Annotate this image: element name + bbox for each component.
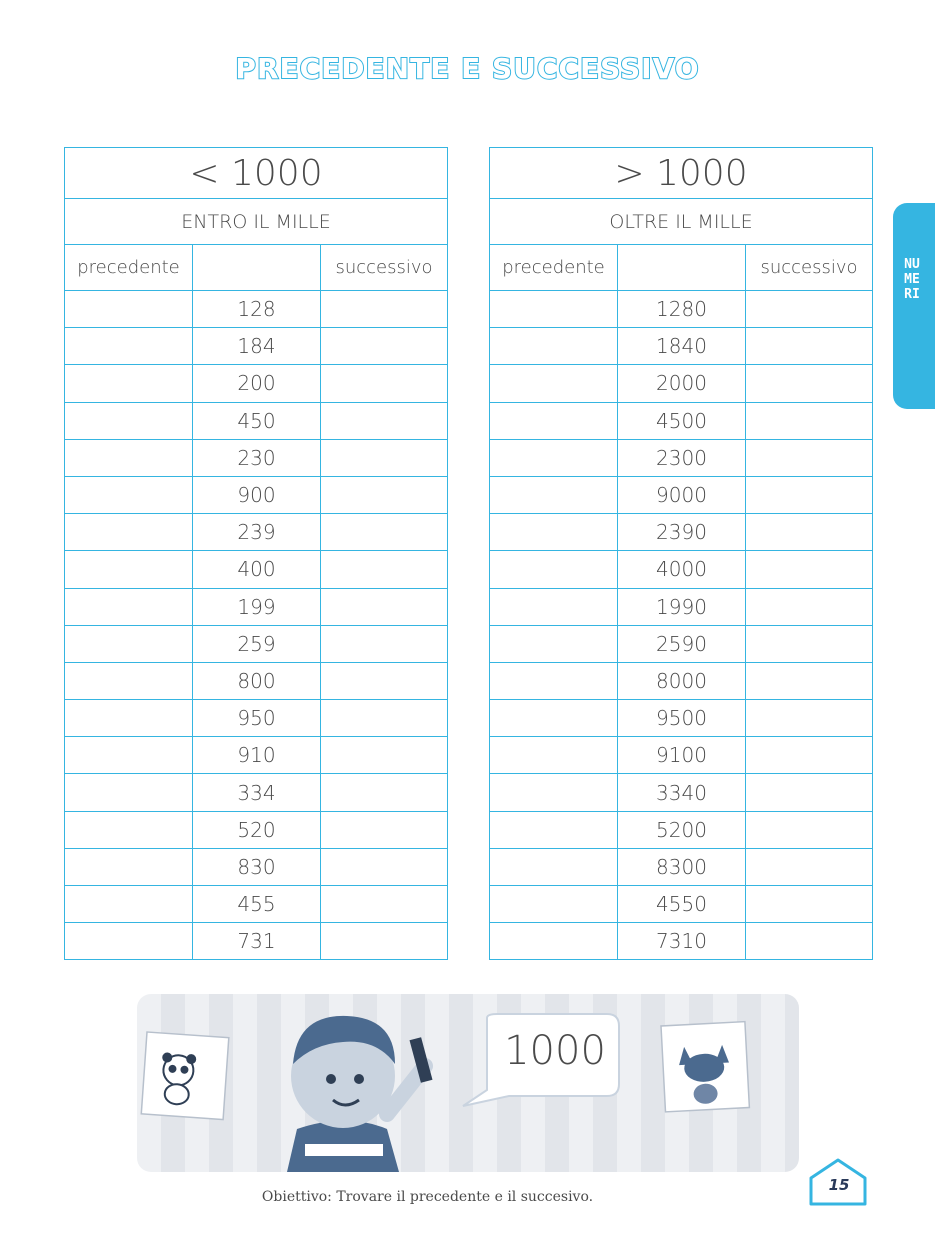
number-cell: 8300 bbox=[618, 848, 746, 885]
number-cell: 455 bbox=[193, 886, 321, 923]
number-cell: 259 bbox=[193, 625, 321, 662]
number-cell: 4500 bbox=[618, 402, 746, 439]
column-header-number bbox=[618, 245, 746, 291]
number-cell: 200 bbox=[193, 365, 321, 402]
successivo-cell[interactable] bbox=[321, 588, 448, 625]
successivo-cell[interactable] bbox=[746, 291, 873, 328]
page-number: 15 bbox=[828, 1176, 850, 1194]
column-header-successivo: successivo bbox=[321, 245, 448, 291]
successivo-cell[interactable] bbox=[321, 811, 448, 848]
precedente-cell[interactable] bbox=[65, 625, 193, 662]
successivo-cell[interactable] bbox=[746, 551, 873, 588]
successivo-cell[interactable] bbox=[746, 365, 873, 402]
precedente-cell[interactable] bbox=[65, 476, 193, 513]
precedente-cell[interactable] bbox=[490, 625, 618, 662]
successivo-cell[interactable] bbox=[746, 514, 873, 551]
successivo-cell[interactable] bbox=[746, 439, 873, 476]
number-cell: 9100 bbox=[618, 737, 746, 774]
precedente-cell[interactable] bbox=[490, 439, 618, 476]
precedente-cell[interactable] bbox=[65, 439, 193, 476]
number-cell: 830 bbox=[193, 848, 321, 885]
successivo-cell[interactable] bbox=[746, 886, 873, 923]
table-row bbox=[490, 700, 873, 737]
number-cell: 520 bbox=[193, 811, 321, 848]
table-row bbox=[65, 291, 448, 328]
precedente-cell[interactable] bbox=[65, 588, 193, 625]
precedente-cell[interactable] bbox=[490, 551, 618, 588]
table-row bbox=[490, 328, 873, 365]
precedente-cell[interactable] bbox=[490, 588, 618, 625]
column-header-successivo: successivo bbox=[746, 245, 873, 291]
table-row bbox=[65, 886, 448, 923]
table-row bbox=[65, 588, 448, 625]
precedente-cell[interactable] bbox=[490, 328, 618, 365]
objective-text: Obiettivo: Trovare il precedente e il succesivo. bbox=[261, 1189, 594, 1205]
successivo-cell[interactable] bbox=[746, 328, 873, 365]
precedente-cell[interactable] bbox=[490, 402, 618, 439]
number-cell: 800 bbox=[193, 662, 321, 699]
page-title: PRECEDENTE E SUCCESSIVO bbox=[235, 52, 700, 85]
successivo-cell[interactable] bbox=[746, 923, 873, 960]
table-row bbox=[490, 811, 873, 848]
precedente-cell[interactable] bbox=[490, 365, 618, 402]
table-row bbox=[65, 737, 448, 774]
column-header-number bbox=[193, 245, 321, 291]
precedente-cell[interactable] bbox=[65, 291, 193, 328]
table-row bbox=[490, 774, 873, 811]
number-cell: 731 bbox=[193, 923, 321, 960]
number-cell: 3340 bbox=[618, 774, 746, 811]
table-row bbox=[490, 291, 873, 328]
column-header-precedente: precedente bbox=[490, 245, 618, 291]
table-row bbox=[65, 662, 448, 699]
precedente-cell[interactable] bbox=[65, 551, 193, 588]
precedente-cell[interactable] bbox=[65, 662, 193, 699]
number-cell: 2300 bbox=[618, 439, 746, 476]
table-above-thousand bbox=[489, 147, 873, 960]
successivo-cell[interactable] bbox=[746, 700, 873, 737]
precedente-cell[interactable] bbox=[65, 700, 193, 737]
precedente-cell[interactable] bbox=[65, 811, 193, 848]
successivo-cell[interactable] bbox=[321, 402, 448, 439]
number-cell: 2590 bbox=[618, 625, 746, 662]
table-subheader: OLTRE IL MILLE bbox=[490, 199, 873, 245]
number-cell: 239 bbox=[193, 514, 321, 551]
table-row bbox=[490, 662, 873, 699]
number-cell: 1280 bbox=[618, 291, 746, 328]
precedente-cell[interactable] bbox=[490, 662, 618, 699]
table-row bbox=[490, 625, 873, 662]
successivo-cell[interactable] bbox=[746, 625, 873, 662]
successivo-cell[interactable] bbox=[321, 476, 448, 513]
number-cell: 199 bbox=[193, 588, 321, 625]
fox-card-illustration bbox=[661, 1022, 749, 1112]
table-row bbox=[490, 514, 873, 551]
precedente-cell[interactable] bbox=[490, 848, 618, 885]
successivo-cell[interactable] bbox=[321, 365, 448, 402]
table-row bbox=[65, 625, 448, 662]
successivo-cell[interactable] bbox=[321, 737, 448, 774]
successivo-cell[interactable] bbox=[321, 514, 448, 551]
precedente-cell[interactable] bbox=[65, 774, 193, 811]
bubble-number: 1000 bbox=[504, 1028, 606, 1074]
successivo-cell[interactable] bbox=[746, 402, 873, 439]
number-cell: 9500 bbox=[618, 700, 746, 737]
number-cell: 2000 bbox=[618, 365, 746, 402]
table-below-thousand bbox=[64, 147, 448, 960]
table-row bbox=[65, 774, 448, 811]
number-cell: 230 bbox=[193, 439, 321, 476]
table-row bbox=[490, 588, 873, 625]
successivo-cell[interactable] bbox=[321, 625, 448, 662]
table-row bbox=[65, 923, 448, 960]
precedente-cell[interactable] bbox=[65, 328, 193, 365]
table-row bbox=[490, 551, 873, 588]
precedente-cell[interactable] bbox=[490, 291, 618, 328]
number-cell: 128 bbox=[193, 291, 321, 328]
successivo-cell[interactable] bbox=[321, 439, 448, 476]
table-row bbox=[65, 476, 448, 513]
precedente-cell[interactable] bbox=[490, 514, 618, 551]
number-cell: 1840 bbox=[618, 328, 746, 365]
precedente-cell[interactable] bbox=[490, 476, 618, 513]
number-cell: 7310 bbox=[618, 923, 746, 960]
number-cell: 450 bbox=[193, 402, 321, 439]
successivo-cell[interactable] bbox=[746, 737, 873, 774]
successivo-cell[interactable] bbox=[321, 774, 448, 811]
successivo-cell[interactable] bbox=[746, 848, 873, 885]
successivo-cell[interactable] bbox=[321, 923, 448, 960]
precedente-cell[interactable] bbox=[65, 737, 193, 774]
table-header: > 1000 bbox=[490, 148, 873, 199]
number-cell: 8000 bbox=[618, 662, 746, 699]
successivo-cell[interactable] bbox=[746, 662, 873, 699]
precedente-cell[interactable] bbox=[65, 365, 193, 402]
precedente-cell[interactable] bbox=[490, 886, 618, 923]
successivo-cell[interactable] bbox=[746, 774, 873, 811]
table-row bbox=[490, 439, 873, 476]
precedente-cell[interactable] bbox=[65, 848, 193, 885]
boy-illustration bbox=[287, 1016, 432, 1172]
precedente-cell[interactable] bbox=[490, 700, 618, 737]
number-cell: 184 bbox=[193, 328, 321, 365]
illustration bbox=[137, 994, 799, 1172]
precedente-cell[interactable] bbox=[65, 514, 193, 551]
table-row bbox=[65, 328, 448, 365]
panda-card-illustration bbox=[141, 1032, 229, 1120]
number-cell: 4550 bbox=[618, 886, 746, 923]
table-subheader: ENTRO IL MILLE bbox=[65, 199, 448, 245]
number-cell: 2390 bbox=[618, 514, 746, 551]
table-row bbox=[490, 365, 873, 402]
precedente-cell[interactable] bbox=[65, 923, 193, 960]
successivo-cell[interactable] bbox=[746, 476, 873, 513]
successivo-cell[interactable] bbox=[746, 811, 873, 848]
successivo-cell[interactable] bbox=[321, 886, 448, 923]
precedente-cell[interactable] bbox=[65, 402, 193, 439]
number-cell: 334 bbox=[193, 774, 321, 811]
successivo-cell[interactable] bbox=[321, 328, 448, 365]
number-cell: 900 bbox=[193, 476, 321, 513]
precedente-cell[interactable] bbox=[490, 737, 618, 774]
successivo-cell[interactable] bbox=[321, 848, 448, 885]
number-cell: 1990 bbox=[618, 588, 746, 625]
table-row bbox=[490, 848, 873, 885]
table-header: < 1000 bbox=[65, 148, 448, 199]
column-header-precedente: precedente bbox=[65, 245, 193, 291]
table-row bbox=[65, 402, 448, 439]
table-row bbox=[490, 476, 873, 513]
table-row bbox=[65, 551, 448, 588]
number-cell: 400 bbox=[193, 551, 321, 588]
number-cell: 950 bbox=[193, 700, 321, 737]
table-row bbox=[65, 848, 448, 885]
precedente-cell[interactable] bbox=[490, 923, 618, 960]
number-cell: 5200 bbox=[618, 811, 746, 848]
table-row bbox=[490, 737, 873, 774]
table-row bbox=[65, 700, 448, 737]
section-tab-label: NUMERI bbox=[904, 257, 920, 302]
precedente-cell[interactable] bbox=[490, 774, 618, 811]
successivo-cell[interactable] bbox=[746, 588, 873, 625]
number-cell: 9000 bbox=[618, 476, 746, 513]
number-cell: 910 bbox=[193, 737, 321, 774]
table-row bbox=[490, 923, 873, 960]
table-row bbox=[490, 402, 873, 439]
number-cell: 4000 bbox=[618, 551, 746, 588]
successivo-cell[interactable] bbox=[321, 551, 448, 588]
successivo-cell[interactable] bbox=[321, 662, 448, 699]
table-row bbox=[65, 514, 448, 551]
precedente-cell[interactable] bbox=[65, 886, 193, 923]
table-row bbox=[65, 811, 448, 848]
table-row bbox=[65, 439, 448, 476]
table-row bbox=[65, 365, 448, 402]
table-row bbox=[490, 886, 873, 923]
precedente-cell[interactable] bbox=[490, 811, 618, 848]
successivo-cell[interactable] bbox=[321, 700, 448, 737]
section-tab bbox=[893, 203, 935, 409]
successivo-cell[interactable] bbox=[321, 291, 448, 328]
